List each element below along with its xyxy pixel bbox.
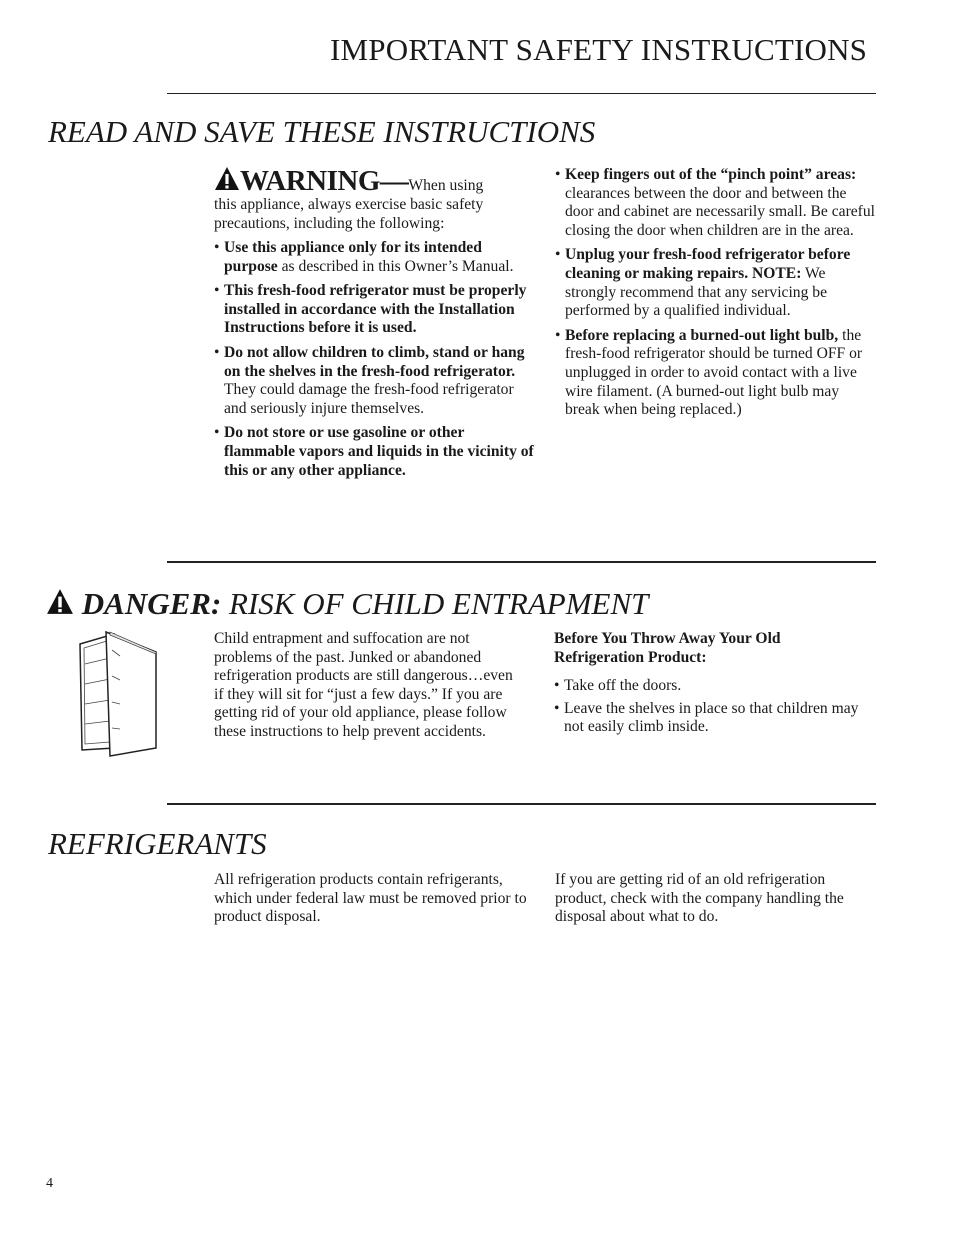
- section-title-danger: [46, 586, 648, 622]
- warning-label: WARNING—: [240, 165, 409, 197]
- danger-left-column: [214, 630, 524, 742]
- warning-intro: [214, 166, 538, 233]
- danger-title: RISK OF CHILD ENTRAPMENT: [221, 586, 649, 621]
- section-rule: [167, 803, 876, 805]
- refrigerants-right-body: If you are getting rid of an old refrigeration product, check with the company handling the disposal about what to do.: [555, 871, 844, 926]
- danger-right-heading: Before You Throw Away Your Old Refrigeration Product:: [554, 630, 781, 666]
- warning-intro-lead: When using: [408, 177, 484, 194]
- section-title-read-save: READ AND SAVE THESE INSTRUCTIONS: [48, 114, 596, 149]
- section-title-refrigerants: REFRIGERANTS: [48, 826, 267, 861]
- refrigerator-open-door-icon: [76, 626, 160, 763]
- section-rule: [167, 561, 876, 563]
- warning-right-column: [555, 160, 877, 420]
- warning-bullet: • Do not allow children to climb, stand or hang on the shelves in the fresh-food refrigerator. They could damage the fresh-food refrigerator and seriously injure themselves.: [214, 344, 538, 418]
- warning-triangle-icon: [46, 586, 82, 621]
- warning-bullet: • Before replacing a burned-out light bulb, the fresh-food refrigerator should be turned OFF or unplugged in order to avoid contact with a live wire filament. (A burned-out light bulb may break when being replaced.): [555, 327, 877, 420]
- header-rule: [167, 93, 876, 94]
- warning-bullet: • This fresh-food refrigerator must be properly installed in accordance with the Installation Instructions before it is used.: [214, 282, 538, 338]
- warning-triangle-icon: [214, 166, 240, 195]
- warning-intro-rest: this appliance, always exercise basic safety precautions, including the following:: [214, 196, 484, 232]
- refrigerants-right-column: [555, 871, 879, 927]
- page-number: 4: [46, 1176, 53, 1191]
- danger-bullet: • Take off the doors.: [554, 677, 864, 696]
- page-header-title: IMPORTANT SAFETY INSTRUCTIONS: [330, 32, 868, 67]
- danger-label: DANGER:: [81, 586, 222, 621]
- warning-bullet: • Keep fingers out of the “pinch point” areas: clearances between the door and between the door and cabinet are necessarily small. Be careful closing the door when children are in the area.: [555, 166, 877, 240]
- refrigerants-left-body: All refrigeration products contain refrigerants, which under federal law must be removed prior to product disposal.: [214, 871, 527, 926]
- danger-body: Child entrapment and suffocation are not problems of the past. Junked or abandoned refrigeration products are still dangerous…even if they will sit for “just a few days.” If you are getting rid of your old appliance, please follow these instructions to help prevent accidents.: [214, 630, 513, 740]
- warning-left-column: [214, 166, 538, 480]
- warning-bullet: • Unplug your fresh-food refrigerator before cleaning or making repairs. NOTE: We strongly recommend that any servicing be performed by a qualified individual.: [555, 246, 877, 320]
- warning-bullet: • Do not store or use gasoline or other flammable vapors and liquids in the vicinity of this or any other appliance.: [214, 424, 538, 480]
- danger-bullet: • Leave the shelves in place so that children may not easily climb inside.: [554, 700, 864, 737]
- warning-bullet: • Use this appliance only for its intended purpose as described in this Owner’s Manual.: [214, 239, 538, 276]
- refrigerants-left-column: [214, 871, 540, 927]
- danger-right-column: [554, 630, 864, 737]
